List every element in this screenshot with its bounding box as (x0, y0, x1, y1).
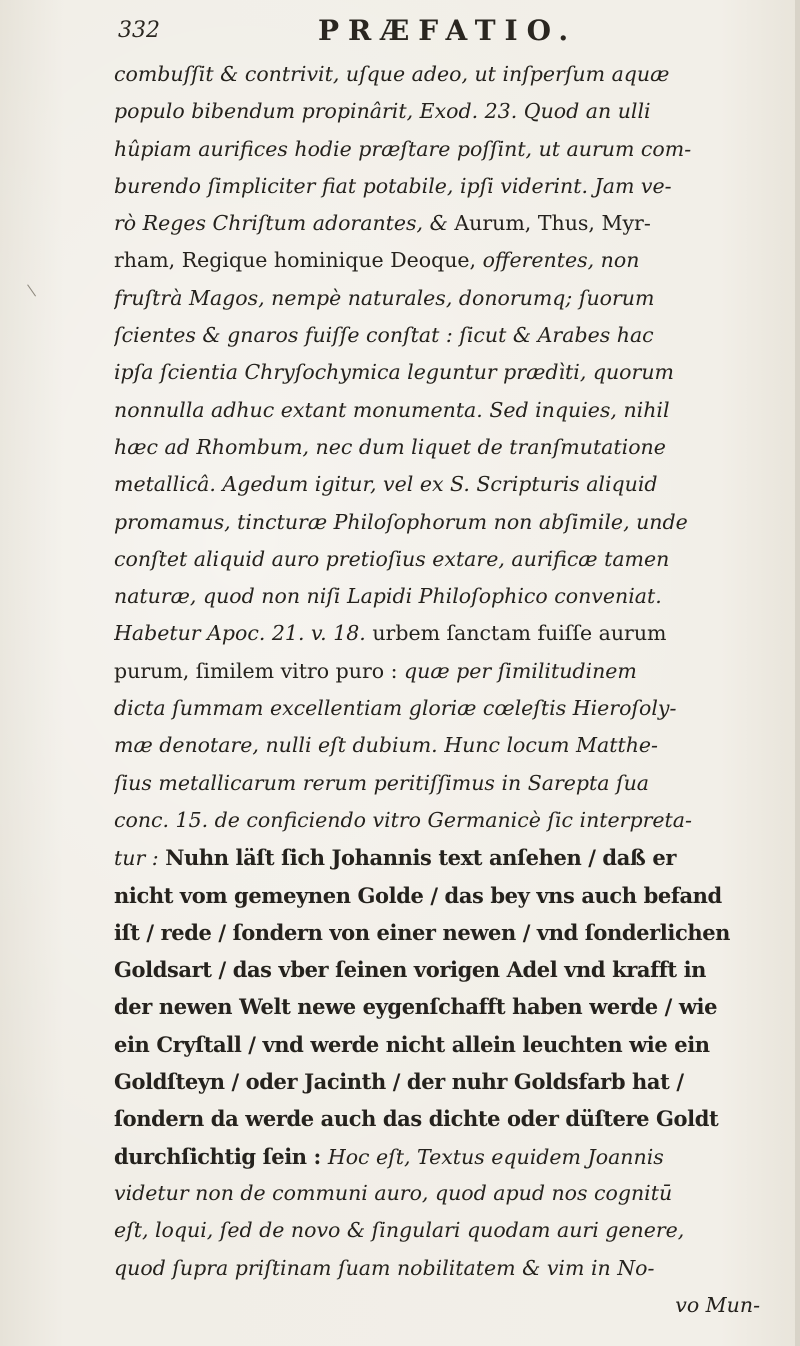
text-segment: ſius metallicarum rerum peritiſſimus in Sarepta ſua (114, 770, 650, 795)
text-line (114, 354, 774, 391)
text-segment: mæ denotare, nulli eſt dubium. Hunc locum Matthe- (114, 733, 658, 758)
text-line (114, 429, 774, 466)
text-line (114, 765, 774, 802)
text-segment: nonnulla adhuc extant monumenta. Sed inquies, nihil (114, 397, 670, 422)
text-segment: videtur non de communi auro, quod apud nos cognitū (114, 1180, 673, 1205)
text-line (114, 504, 774, 541)
text-line (114, 280, 774, 317)
text-segment: quod ſupra priſtinam ſuam nobilitatem & vim in No- (114, 1255, 655, 1280)
text-line (114, 56, 774, 93)
page-number: 332 (118, 18, 160, 43)
text-line (114, 1212, 774, 1249)
text-segment: Goldsart / das vber ſeinen vorigen Adel vnd krafft in (114, 957, 707, 983)
text-segment: Nuhn läſt ſich Johannis text anſehen / daß er (165, 845, 677, 871)
text-segment: conſtet aliquid auro pretioſius extare, aurificæ tamen (114, 546, 670, 571)
text-segment: promamus, tincturæ Philoſophorum non abſimile, unde (114, 509, 688, 534)
text-segment: ipſa ſcientia Chryſochymica leguntur prædìti, quorum (114, 360, 674, 385)
text-segment: eſt, loqui, ſed de novo & ſingulari quodam auri genere, (114, 1218, 685, 1243)
text-line (114, 877, 774, 914)
text-segment: dicta ſummam excellentiam gloriæ cœleſtis Hieroſoly- (114, 696, 677, 721)
text-segment: Goldſteyn / oder Jacinth / der nuhr Goldsfarb hat / (114, 1069, 684, 1095)
text-segment: Habetur Apoc. 21. v. 18. (114, 621, 373, 646)
text-line (114, 541, 774, 578)
margin-mark (27, 278, 46, 297)
text-line (114, 466, 774, 503)
catchword: vo Mun- (675, 1292, 760, 1317)
text-line (114, 802, 774, 839)
text-line (114, 317, 774, 354)
text-line (114, 578, 774, 615)
text-segment: naturæ, quod non niſi Lapidi Philoſophico conveniat. (114, 584, 662, 609)
text-segment: populo bibendum propinârit, Exod. 23. Quod an ulli (114, 99, 651, 124)
text-segment: urbem ſanctam fuiſſe aurum (372, 621, 667, 646)
text-line (114, 1250, 774, 1287)
text-segment: conc. 15. de conficiendo vitro Germanicè ſic interpreta- (114, 807, 692, 832)
text-segment: fruſtrà Magos, nempè naturales, donorumq; ſuorum (114, 285, 655, 310)
text-segment: iſt / rede / ſondern von einer newen / vnd ſonderlichen (114, 919, 731, 945)
text-line (114, 1175, 774, 1212)
text-line (114, 951, 774, 988)
text-line (114, 131, 774, 168)
text-segment: rham, Regique hominique Deoque, (114, 248, 483, 273)
text-segment: Aurum, Thus, Myr- (454, 211, 651, 236)
body-text (114, 56, 774, 1324)
text-line (114, 205, 774, 242)
text-segment: combuſſit & contrivit, uſque adeo, ut inſperſum aquæ (114, 62, 670, 86)
text-line (114, 1138, 774, 1175)
text-segment: ſcientes & gnaros fuiſſe conſtat : ſicut & Arabes hac (114, 323, 654, 348)
text-line (114, 727, 774, 764)
text-line (114, 615, 774, 652)
text-segment: nicht vom gemeynen Golde / das bey vns auch befand (114, 882, 722, 908)
text-line (114, 839, 774, 876)
text-segment: rò Reges Chriſtum adorantes, & (114, 211, 455, 236)
text-segment: tur : (114, 846, 166, 871)
text-line (114, 988, 774, 1025)
text-segment: burendo ſimpliciter fiat potabile, ipſi viderint. Jam ve- (114, 173, 672, 198)
text-segment: metallicâ. Agedum igitur, vel ex S. Scripturis aliquid (114, 472, 658, 497)
text-segment: der newen Welt newe eygenſchafft haben werde / wie (114, 994, 718, 1020)
text-segment: durchſichtig ſein : (114, 1143, 328, 1169)
text-segment: hæc ad Rhombum, nec dum liquet de tranſmutatione (114, 434, 666, 459)
text-segment: offerentes, non (482, 248, 640, 273)
text-line (114, 653, 774, 690)
text-line (114, 914, 774, 951)
text-segment: Hoc eſt, Textus equidem Joannis (327, 1144, 664, 1169)
text-line (114, 690, 774, 727)
text-line (114, 1026, 774, 1063)
text-segment: purum, ſimilem vitro puro : (114, 658, 405, 683)
text-line (114, 1100, 774, 1137)
text-segment: hûpiam aurifices hodie præſtare poſſint, ut aurum com- (114, 136, 692, 161)
text-segment: ein Cryſtall / vnd werde nicht allein leuchten wie ein (114, 1031, 710, 1057)
text-line (114, 1063, 774, 1100)
text-line (114, 392, 774, 429)
text-line (114, 168, 774, 205)
page-header (118, 14, 778, 54)
text-segment: ſondern da werde auch das dichte oder düſtere Goldt (114, 1106, 719, 1132)
text-line (114, 93, 774, 130)
page-edge (795, 0, 800, 1346)
text-segment: quæ per ſimilitudinem (404, 658, 637, 683)
text-line (114, 242, 774, 279)
running-head: PRÆFATIO. (318, 14, 578, 47)
